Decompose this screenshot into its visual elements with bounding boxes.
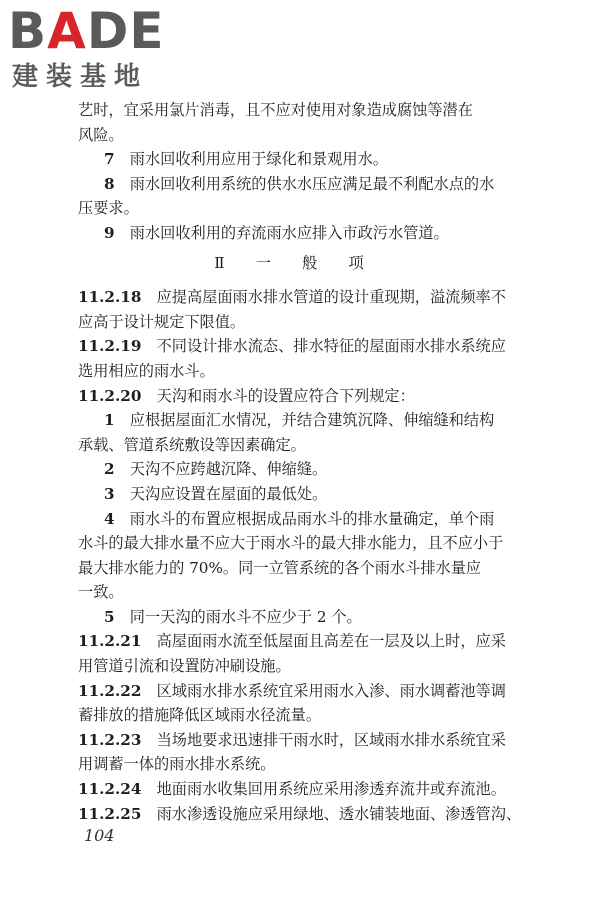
clause-number: 11.2.23	[78, 730, 142, 749]
clause-text: 不同设计排水流态、排水特征的屋面雨水排水系统应	[156, 337, 506, 356]
item-number: 9	[104, 223, 115, 242]
clause-number: 11.2.22	[78, 681, 142, 700]
item-number: 5	[104, 607, 115, 626]
text-line: 压要求。	[78, 199, 139, 218]
item-text: 雨水斗的布置应根据成品雨水斗的排水量确定，单个雨	[129, 509, 495, 528]
clause-text: 应提高屋面雨水排水管道的设计重现期，溢流频率不	[156, 288, 506, 307]
clause-text: 地面雨水收集回用系统应采用渗透弃流井或弃流池。	[156, 780, 506, 799]
text-line: 一致。	[78, 583, 124, 602]
text-line: 应高于设计规定下限值。	[78, 312, 246, 331]
text-line: 承载、管道系统敷设等因素确定。	[78, 435, 306, 454]
item-text: 雨水回收利用应用于绿化和景观用水。	[129, 150, 388, 169]
clause-line	[78, 334, 508, 359]
clause-line	[78, 728, 508, 753]
logo-subtitle: 建装基地	[12, 62, 149, 92]
text-line: 选用相应的雨水斗。	[78, 361, 215, 380]
item-line	[78, 221, 508, 246]
clause-number: 11.2.25	[78, 804, 142, 823]
bade-logo	[8, 4, 178, 94]
text-line: 用管道引流和设置防冲刷设施。	[78, 657, 291, 676]
clause-text: 当场地要求迅速排干雨水时，区域雨水排水系统宜采	[156, 730, 506, 749]
item-line	[78, 482, 508, 507]
clause-line	[78, 777, 508, 802]
item-number: 2	[104, 460, 115, 479]
item-line	[78, 457, 508, 482]
clause-text: 天沟和雨水斗的设置应符合下列规定：	[156, 386, 415, 405]
page-number: 104	[84, 826, 115, 845]
text-line: 水斗的最大排水量不应大于雨水斗的最大排水能力，且不应小于	[78, 534, 504, 553]
item-number: 4	[104, 509, 115, 528]
clause-line	[78, 802, 522, 827]
clause-number: 11.2.21	[78, 632, 142, 651]
clause-number: 11.2.24	[78, 780, 142, 799]
item-number: 1	[104, 411, 115, 430]
text-line: 蓄排放的措施降低区域雨水径流量。	[78, 706, 321, 725]
item-number: 3	[104, 484, 115, 503]
item-line	[78, 172, 508, 197]
clause-line	[78, 679, 508, 704]
clause-line	[78, 384, 508, 409]
clause-line	[78, 629, 508, 654]
item-number: 8	[104, 174, 115, 193]
item-text: 雨水回收利用的弃流雨水应排入市政污水管道。	[129, 223, 449, 242]
item-text: 天沟不应跨越沉降、伸缩缝。	[129, 460, 328, 479]
document-body	[78, 98, 522, 826]
item-line	[78, 605, 508, 630]
clause-line	[78, 285, 508, 310]
text-line: 艺时，宜采用氯片消毒，且不应对使用对象造成腐蚀等潜在	[78, 101, 473, 119]
item-text: 雨水回收利用系统的供水水压应满足最不利配水点的水	[129, 174, 495, 193]
clause-number: 11.2.20	[78, 386, 142, 405]
item-number: 7	[104, 150, 115, 169]
clause-text: 雨水渗透设施应采用绿地、透水铺装地面、渗透管沟、	[156, 804, 522, 823]
section-heading: Ⅱ 一 般 项	[214, 253, 372, 272]
logo-wordmark: BADE	[8, 2, 165, 60]
text-line: 用调蓄一体的雨水排水系统。	[78, 755, 276, 774]
item-text: 同一天沟的雨水斗不应少于 2 个。	[129, 607, 362, 626]
text-line: 风险。	[78, 125, 124, 144]
clause-number: 11.2.19	[78, 337, 142, 356]
item-text: 天沟应设置在屋面的最低处。	[129, 484, 328, 503]
clause-text: 区域雨水排水系统宜采用雨水入渗、雨水调蓄池等调	[156, 681, 506, 700]
item-line	[78, 507, 508, 532]
clause-number: 11.2.18	[78, 288, 142, 307]
text-line: 最大排水能力的 70%。同一立管系统的各个雨水斗排水量应	[78, 558, 482, 577]
item-text: 应根据屋面汇水情况，并结合建筑沉降、伸缩缝和结构	[129, 411, 495, 430]
item-line	[78, 408, 508, 433]
item-line	[78, 147, 508, 172]
clause-text: 高屋面雨水流至低屋面且高差在一层及以上时，应采	[156, 632, 506, 651]
